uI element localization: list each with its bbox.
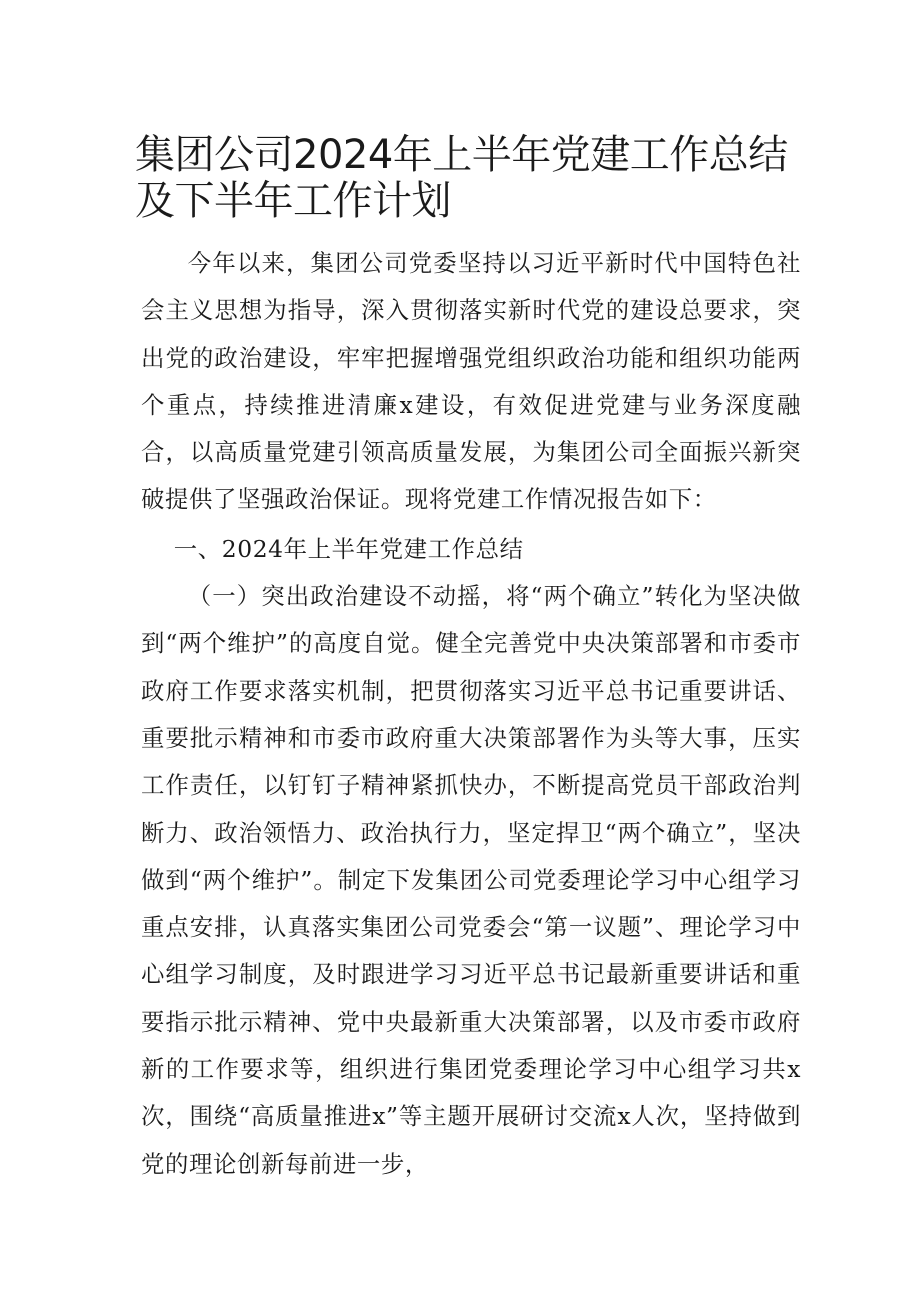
document-body <box>141 240 801 1188</box>
intro-paragraph: 今年以来，集团公司党委坚持以习近平新时代中国特色社会主义思想为指导，深入贯彻落实新时代党的建设总要求，突出党的政治建设，牢牢把握增强党组织政治功能和组织功能两个重点，持续推进清廉x建设，有效促进党建与业务深度融合，以高质量党建引领高质量发展，为集团公司全面振兴新突破提供了坚强政治保证。现将党建工作情况报告如下： <box>141 249 801 514</box>
section-paragraph: （一）突出政治建设不动摇，将“两个确立”转化为坚决做到“两个维护”的高度自觉。健全完善党中央决策部署和市委市政府工作要求落实机制，把贯彻落实习近平总书记重要讲话、重要批示精神和市委市政府重大决策部署作为头等大事，压实工作责任，以钉钉子精神紧抓快办，不断提高党员干部政治判断力、政治领悟力、政治执行力，坚定捍卫“两个确立”，坚决做到“两个维护”。制定下发集团公司党委理论学习中心组学习重点安排，认真落实集团公司党委会“第一议题”、理论学习中心组学习制度，及时跟进学习习近平总书记最新重要讲话和重要指示批示精神、党中央最新重大决策部署，以及市委市政府新的工作要求等，组织进行集团党委理论学习中心组学习共x次，围绕“高质量推进x”等主题开展研讨交流x人次，坚持做到党的理论创新每前进一步， <box>141 582 801 1178</box>
document-title: 集团公司2024年上半年党建工作总结及下半年工作计划 <box>135 132 788 224</box>
section-heading: 一、2024年上半年党建工作总结 <box>173 534 524 563</box>
